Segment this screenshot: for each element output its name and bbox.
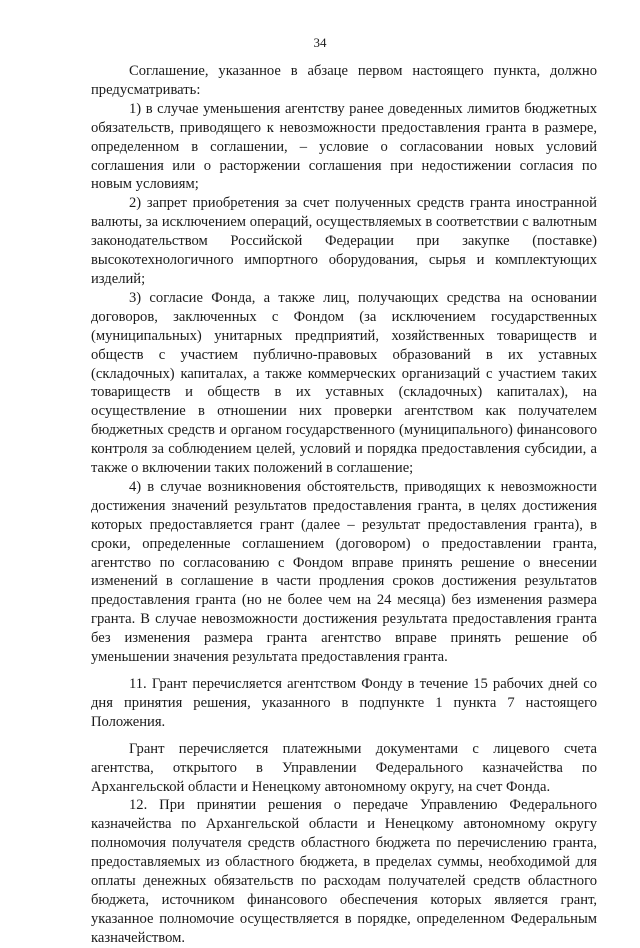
paragraph-item-1: 1) в случае уменьшения агентству ранее доведенных лимитов бюджетных обязательств, приводящего к невозможности предоставления гранта в размере, определенном в соглашении, – условие о согласовании новых условий соглашения или о расторжении соглашения при недостижении согласия по новым условиям; [91,100,597,193]
paragraph-item-2: 2) запрет приобретения за счет полученных средств гранта иностранной валюты, за исключением операций, осуществляемых в соответствии с валютным законодательством Российской Федерации при закупке (поставке) высокотехнологичного импортного оборудования, сырья и комплектующих изделий; [91,195,597,287]
paragraph-item-4: 4) в случае возникновения обстоятельств, приводящих к невозможности достижения значений результатов предоставления гранта, в целях достижения которых предоставляется грант (далее – результат предоставления гранта), в сроки, определенные соглашением (договором) о предоставлении гранта, агентство по согласованию с Фондом вправе принять решение о внесении изменений в соглашение в части продления сроков достижения результатов предоставления гранта (но не более чем на 24 месяца) без изменения размера гранта. В случае невозможности достижения результата предоставления гранта без изменения размера гранта агентство вправе принять решение об уменьшении значения результата предоставления гранта. [91,478,597,666]
paragraph-clause-11: 11. Грант перечисляется агентством Фонду в течение 15 рабочих дней со дня принятия решения, указанного в подпункте 1 пункта 7 настоящего Положения. [91,676,597,730]
paragraph-intro: Соглашение, указанное в абзаце первом настоящего пункта, должно предусматривать: [91,63,597,98]
document-body [91,62,597,948]
page-number: 34 [313,35,327,50]
paragraph-clause-11-transfer: Грант перечисляется платежными документами с лицевого счета агентства, открытого в Управлении Федерального казначейства по Архангельской области и Ненецкому автономному округу, на счет Фонда. [91,740,597,795]
paragraph-item-3: 3) согласие Фонда, а также лиц, получающих средства на основании договоров, заключенных с Фондом (за исключением государственных (муниципальных) унитарных предприятий, хозяйственных товариществ и обществ с участием публично-правовых образований в их уставных (складочных) капиталах, а также коммерческих организаций с участием таких товариществ и обществ в их уставных (складочных) капиталах), на осуществление в отношении них проверки агентством как получателем бюджетных средств и органом государственного (муниципального) финансового контроля за соблюдением целей, условий и порядка предоставления субсидии, а также о включении таких положений в соглашение; [91,289,597,477]
paragraph-clause-12: 12. При принятии решения о передаче Управлению Федерального казначейства по Архангельской области и Ненецкому автономному округу полномочия получателя средств областного бюджета по перечислению гранта, предоставляемых из областного бюджета, в пределах суммы, необходимой для оплаты денежных обязательств по расходам получателей средств областного бюджета, источником финансового обеспечения которых является грант, указанное полномочие осуществляется в порядке, определенном Федеральным казначейством. [91,797,597,946]
